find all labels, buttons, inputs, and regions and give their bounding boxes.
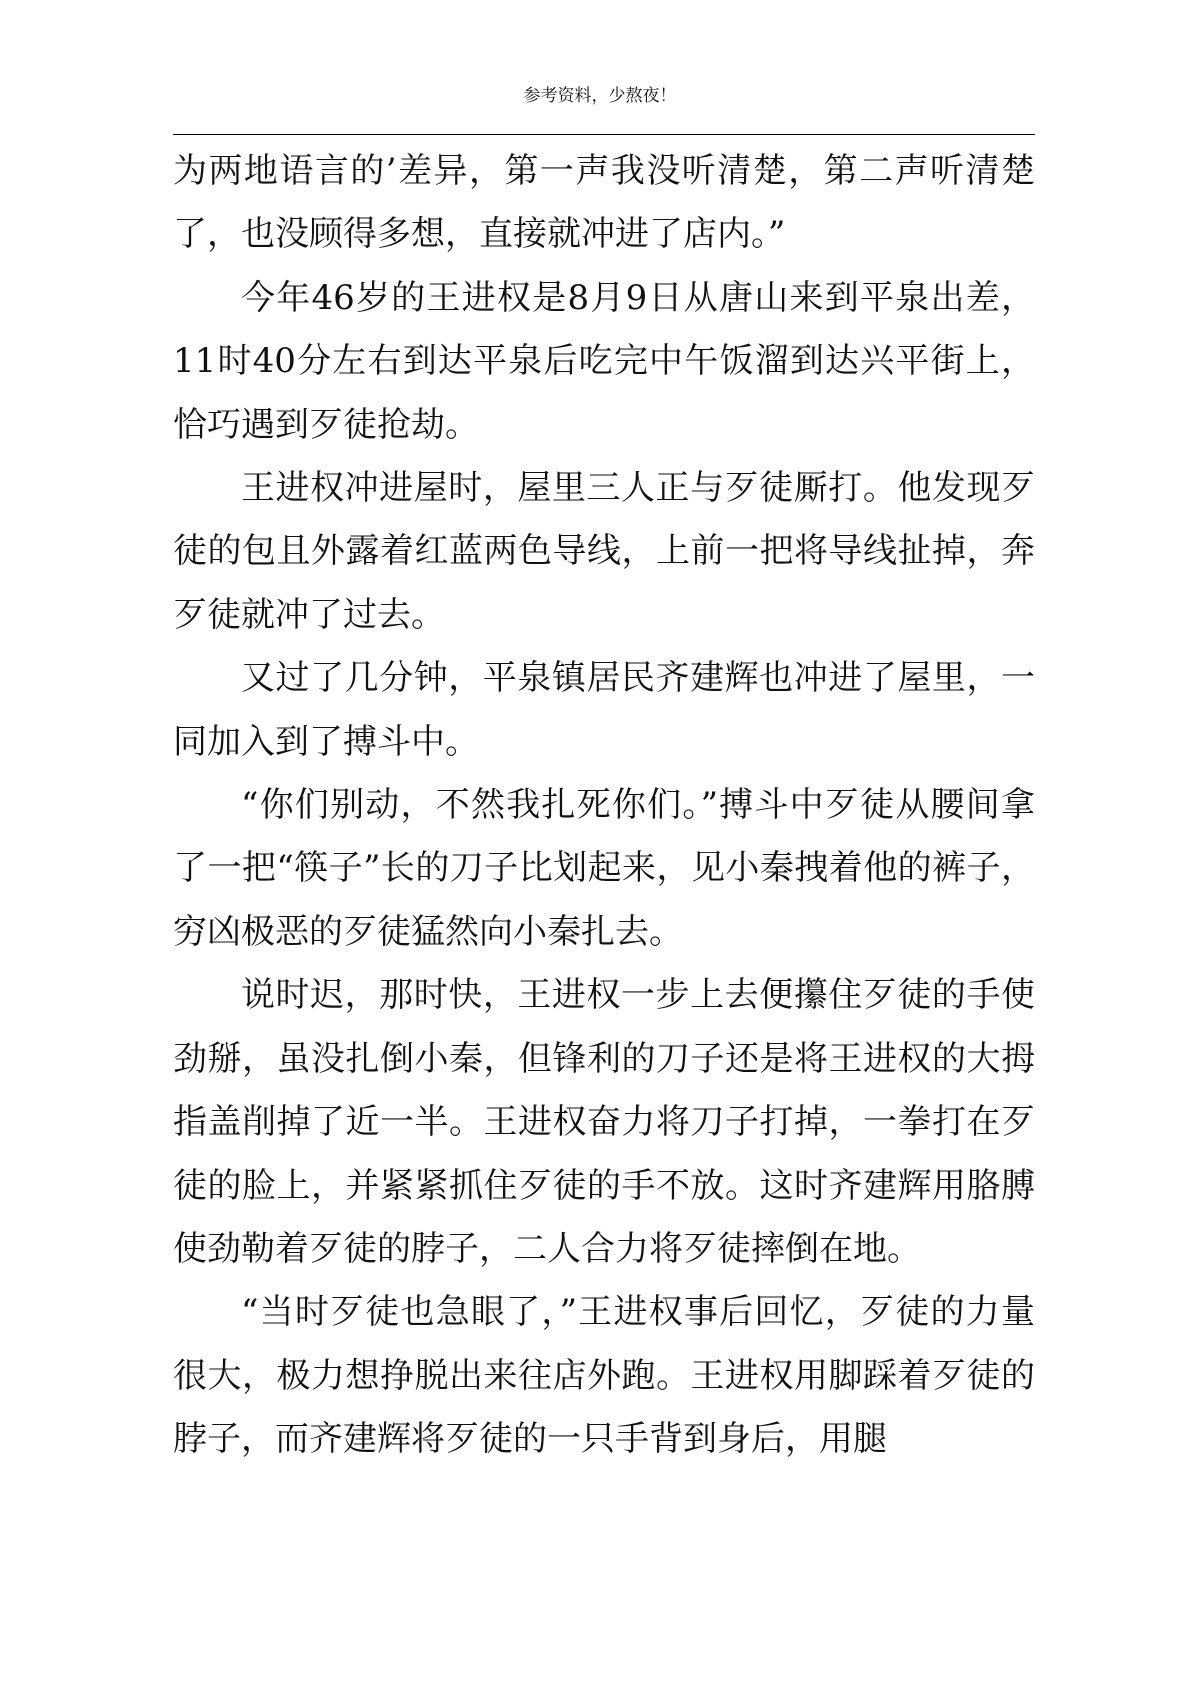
paragraph: “当时歹徒也急眼了，”王进权事后回忆，歹徒的力量很大，极力想挣脱出来往店外跑。王进权用脚踩着歹徒的脖子，而齐建辉将歹徒的一只手背到身后，用腿 [173, 1292, 1035, 1460]
document-body [173, 140, 1035, 1472]
paragraph: 又过了几分钟，平泉镇居民齐建辉也冲进了屋里，一同加入到了搏斗中。 [173, 658, 1035, 762]
header-divider [173, 134, 1035, 135]
paragraph: 说时迟，那时快，王进权一步上去便攥住歹徒的手使劲掰，虽没扎倒小秦，但锋利的刀子还是将王进权的大拇指盖削掉了近一半。王进权奋力将刀子打掉，一拳打在歹徒的脸上，并紧紧抓住歹徒的手不放。这时齐建辉用胳膊使劲勒着歹徒的脖子，二人合力将歹徒摔倒在地。 [173, 975, 1035, 1269]
paragraph: 王进权冲进屋时，屋里三人正与歹徒厮打。他发现歹徒的包且外露着红蓝两色导线，上前一把将导线扯掉，奔歹徒就冲了过去。 [173, 468, 1035, 635]
paragraph: “你们别动，不然我扎死你们。”搏斗中歹徒从腰间拿了一把“筷子”长的刀子比划起来，见小秦拽着他的裤子，穷凶极恶的歹徒猛然向小秦扎去。 [173, 785, 1035, 952]
paragraph: 今年46岁的王进权是8月9日从唐山来到平泉出差，11时40分左右到达平泉后吃完中午饭溜到达兴平街上，恰巧遇到歹徒抢劫。 [173, 277, 1035, 445]
page-header: 参考资料，少熬夜！ [523, 86, 677, 106]
paragraph-continuation: 为两地语言的’差异，第一声我没听清楚，第二声听清楚了，也没顾得多想，直接就冲进了店内。” [173, 151, 1035, 255]
